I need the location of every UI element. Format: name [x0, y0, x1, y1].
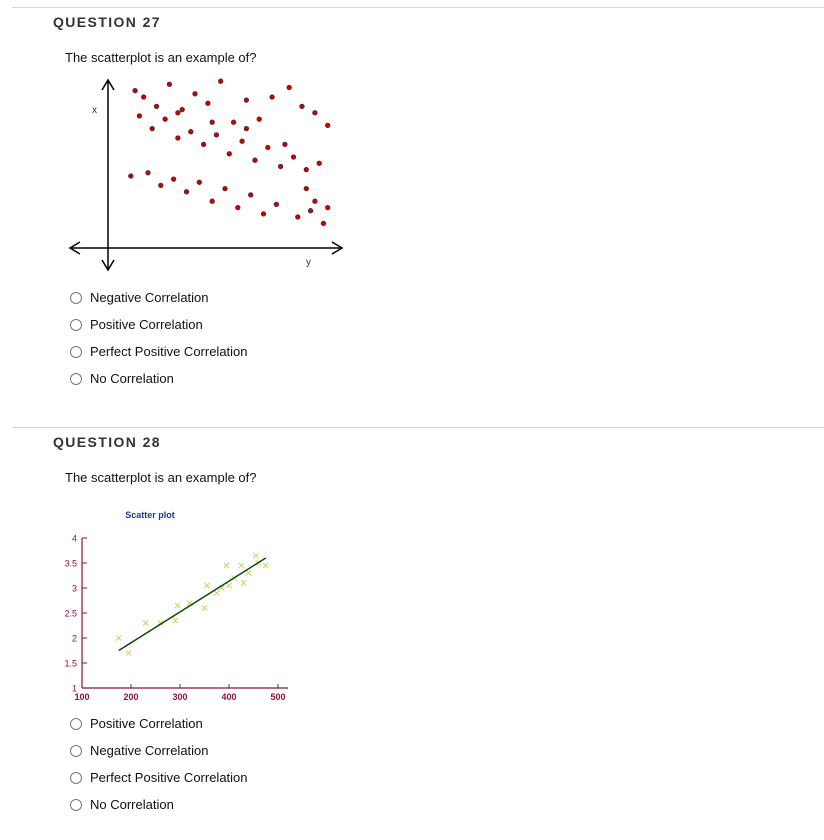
- x-tick-label: 200: [123, 692, 139, 702]
- question-heading: QUESTION 28: [53, 434, 161, 450]
- option-perfect-positive-correlation[interactable]: [70, 764, 248, 791]
- data-point: [214, 590, 219, 595]
- option-positive-correlation[interactable]: [70, 710, 248, 737]
- axes: [82, 538, 288, 688]
- x-tick-label: 500: [270, 692, 286, 702]
- option-no-correlation[interactable]: [70, 791, 248, 818]
- x-axis-label: y: [306, 257, 311, 268]
- option-negative-correlation[interactable]: [70, 737, 248, 764]
- data-point: [241, 580, 246, 585]
- option-label: Positive Correlation: [90, 317, 203, 332]
- data-point: [126, 650, 131, 655]
- option-label: Positive Correlation: [90, 716, 203, 731]
- data-point: [253, 553, 258, 558]
- x-tick-label: 100: [74, 692, 90, 702]
- answer-options: [70, 710, 248, 818]
- y-tick-label: 4: [71, 533, 77, 544]
- x-tick-label: 400: [221, 692, 237, 702]
- option-label: Negative Correlation: [90, 290, 209, 305]
- data-point: [263, 563, 268, 568]
- question-heading: QUESTION 27: [53, 14, 161, 30]
- data-point: [226, 583, 231, 588]
- data-point: [239, 563, 244, 568]
- option-label: Negative Correlation: [90, 743, 209, 758]
- option-label: Perfect Positive Correlation: [90, 770, 248, 785]
- data-point: [173, 618, 178, 623]
- x-ticks: [71, 683, 286, 702]
- y-tick-label: 2: [71, 633, 77, 644]
- question-prompt: The scatterplot is an example of?: [65, 50, 257, 65]
- radio-button[interactable]: [70, 718, 82, 730]
- question-prompt: The scatterplot is an example of?: [65, 470, 257, 485]
- y-axis-label: x: [92, 105, 97, 116]
- data-point: [116, 635, 121, 640]
- data-point: [246, 570, 251, 575]
- y-tick-label: 3.5: [64, 558, 77, 569]
- data-point: [143, 620, 148, 625]
- data-point: [202, 605, 207, 610]
- x-tick-label: 300: [172, 692, 188, 702]
- y-tick-label: 2.5: [64, 608, 77, 619]
- y-tick-label: 3: [71, 583, 77, 594]
- option-label: No Correlation: [90, 797, 174, 812]
- option-label: Perfect Positive Correlation: [90, 344, 248, 359]
- radio-button[interactable]: [70, 799, 82, 811]
- radio-button[interactable]: [70, 772, 82, 784]
- trend-line: [119, 558, 266, 651]
- radio-button[interactable]: [70, 745, 82, 757]
- chart-title: Scatter plot: [125, 510, 175, 520]
- option-label: No Correlation: [90, 371, 174, 386]
- y-tick-label: 1.5: [64, 658, 77, 669]
- data-point: [204, 583, 209, 588]
- data-point: [175, 603, 180, 608]
- y-ticks: [64, 534, 87, 694]
- data-point: [224, 563, 229, 568]
- y-tick-label: 1: [71, 683, 77, 694]
